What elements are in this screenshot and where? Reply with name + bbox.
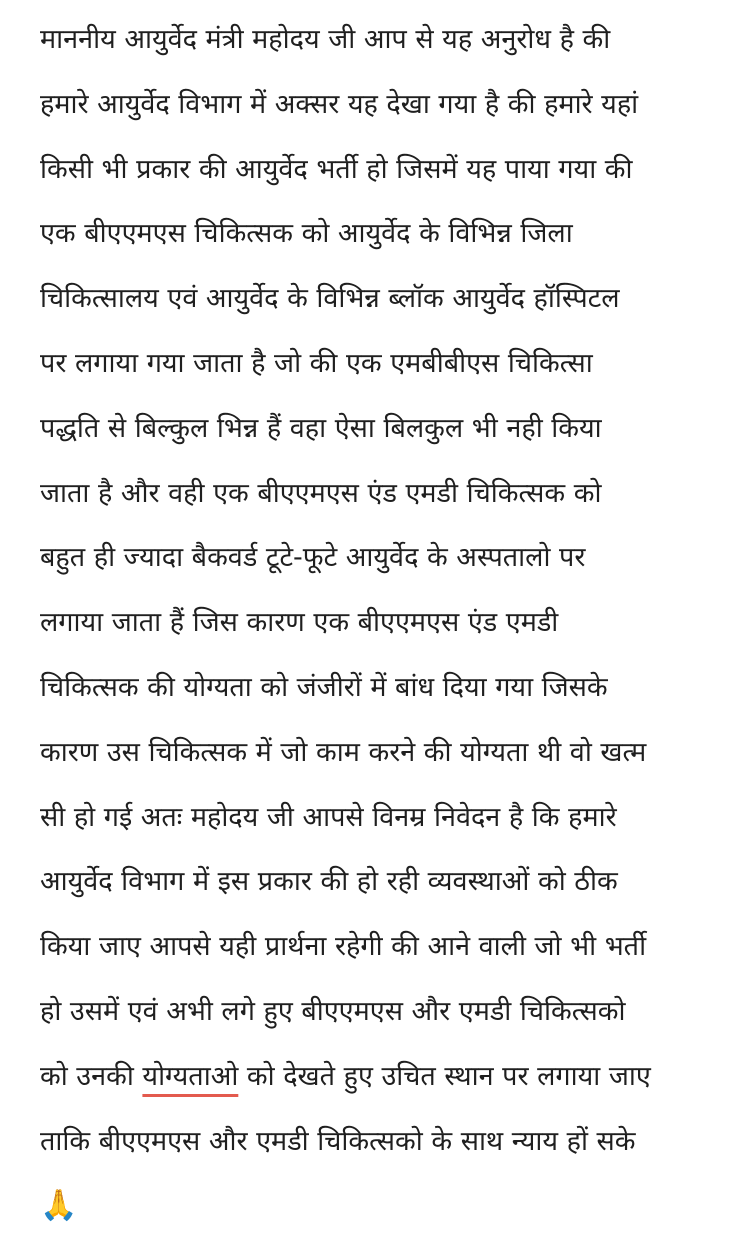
text-line: हो उसमें एवं अभी लगे हुए बीएएमएस और एमडी चिकित्सको <box>40 995 626 1027</box>
text-line: जाता है और वही एक बीएएमएस एंड एमडी चिकित्सक को <box>40 477 602 509</box>
text-line: आयुर्वेद विभाग में इस प्रकार की हो रही व्यवस्थाओं को ठीक <box>40 866 618 898</box>
text-line: माननीय आयुर्वेद मंत्री महोदय जी आप से यह अनुरोध है की <box>40 24 611 55</box>
misspelled-word[interactable]: योग्यताओ <box>142 1060 239 1092</box>
text-segment: को देखते हुए उचित स्थान पर लगाया जाए <box>238 1060 651 1092</box>
closing-line <box>40 1174 740 1239</box>
message-body[interactable] <box>40 8 740 1239</box>
text-line: चिकित्सक की योग्यता को जंजीरों में बांध दिया गया जिसके <box>40 671 608 703</box>
text-line: चिकित्सालय एवं आयुर्वेद के विभिन्न ब्लॉक आयुर्वेद हॉस्पिटल <box>40 283 620 315</box>
text-line: एक बीएएमएस चिकित्सक को आयुर्वेद के विभिन्न जिला <box>40 218 573 250</box>
text-line: किसी भी प्रकार की आयुर्वेद भर्ती हो जिसमें यह पाया गया की <box>40 153 633 185</box>
text-line: बहुत ही ज्यादा बैकवर्ड टूटे-फूटे आयुर्वेद के अस्पतालो पर <box>40 542 586 574</box>
text-line: सी हो गई अतः महोदय जी आपसे विनम्र निवेदन है कि हमारे <box>40 801 617 833</box>
text-line: ताकि बीएएमएस और एमडी चिकित्सको के साथ न्याय हों सके <box>40 1125 636 1157</box>
text-line: पर लगाया गया जाता है जो की एक एमबीबीएस चिकित्सा <box>40 347 593 379</box>
text-line-with-spellcheck <box>40 1045 740 1110</box>
text-line: कारण उस चिकित्सक में जो काम करने की योग्यता थी वो खत्म <box>40 736 647 768</box>
folded-hands-icon: 🙏 <box>40 1188 78 1224</box>
text-line: लगाया जाता हैं जिस कारण एक बीएएमएस एंड एमडी <box>40 607 559 639</box>
text-line: पद्धति से बिल्कुल भिन्न हैं वहा ऐसा बिलकुल भी नही किया <box>40 412 602 444</box>
text-line: किया जाए आपसे यही प्रार्थना रहेगी की आने वाली जो भी भर्ती <box>40 931 647 963</box>
text-segment: को उनकी <box>40 1060 143 1092</box>
text-line: हमारे आयुर्वेद विभाग में अक्सर यह देखा गया है की हमारे यहां <box>40 88 639 120</box>
